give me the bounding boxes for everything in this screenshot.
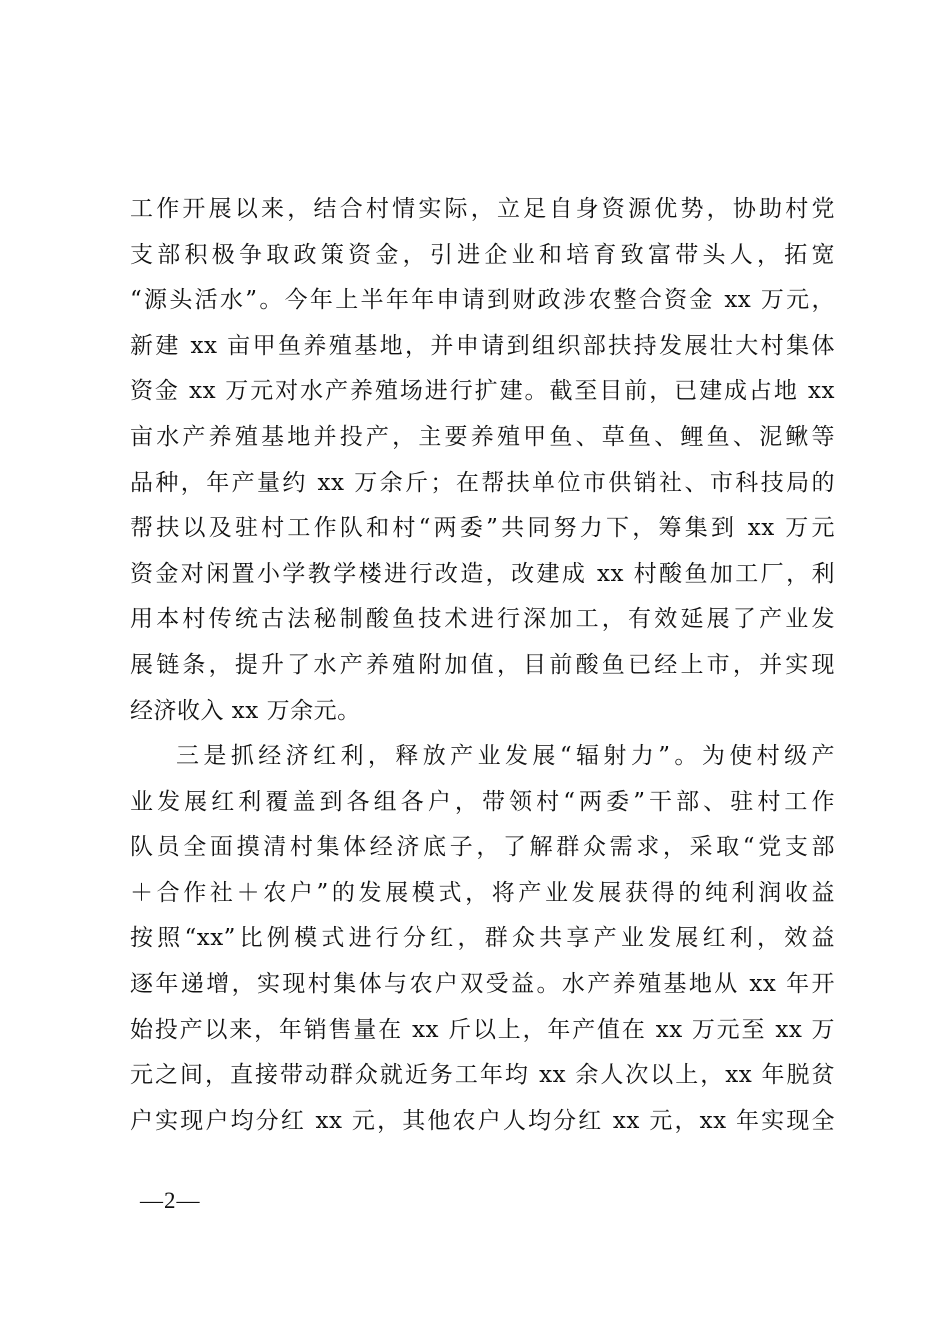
text-line: 经济收入 xx 万余元。	[130, 697, 361, 724]
text-line: 展链条，提升了水产养殖附加值，目前酸鱼已经上市，并实现	[130, 651, 835, 678]
text-line: 资金对闲置小学教学楼进行改造，改建成 xx 村酸鱼加工厂，利	[130, 560, 835, 587]
text-line: 户实现户均分红 xx 元，其他农户人均分红 xx 元，xx 年实现全	[130, 1107, 835, 1134]
text-line: ＋合作社＋农户”的发展模式，将产业发展获得的纯利润收益	[130, 879, 835, 906]
paragraph-2	[130, 734, 835, 1144]
text-line: 元之间，直接带动群众就近务工年均 xx 余人次以上，xx 年脱贫	[130, 1062, 835, 1089]
page-number: —2—	[140, 1188, 201, 1213]
text-line: 工作开展以来，结合村情实际，立足自身资源优势，协助村党	[130, 196, 835, 222]
text-line: 三是抓经济红利，释放产业发展“辐射力”。为使村级产	[176, 743, 835, 769]
text-line: 资金 xx 万元对水产养殖场进行扩建。截至目前，已建成占地 xx	[130, 378, 835, 405]
paragraph-1	[130, 187, 835, 734]
text-line: 逐年递增，实现村集体与农户双受益。水产养殖基地从 xx 年开	[130, 970, 835, 997]
text-line: 按照“xx”比例模式进行分红，群众共享产业发展红利，效益	[130, 925, 835, 952]
text-line: 支部积极争取政策资金，引进企业和培育致富带头人，拓宽	[130, 241, 835, 268]
text-line: 新建 xx 亩甲鱼养殖基地，并申请到组织部扶持发展壮大村集体	[130, 332, 835, 359]
text-line: “源头活水”。今年上半年年申请到财政涉农整合资金 xx 万元，	[130, 287, 835, 314]
text-line: 队员全面摸清村集体经济底子，了解群众需求，采取“党支部	[130, 834, 835, 861]
text-line: 始投产以来，年销售量在 xx 斤以上，年产值在 xx 万元至 xx 万	[130, 1016, 835, 1043]
text-line: 用本村传统古法秘制酸鱼技术进行深加工，有效延展了产业发	[130, 606, 835, 633]
text-line: 帮扶以及驻村工作队和村“两委”共同努力下，筹集到 xx 万元	[130, 515, 835, 542]
text-line: 业发展红利覆盖到各组各户，带领村“两委”干部、驻村工作	[130, 788, 835, 815]
text-line: 亩水产养殖基地并投产，主要养殖甲鱼、草鱼、鲤鱼、泥鳅等	[130, 423, 835, 450]
text-line: 品种，年产量约 xx 万余斤；在帮扶单位市供销社、市科技局的	[130, 469, 835, 496]
